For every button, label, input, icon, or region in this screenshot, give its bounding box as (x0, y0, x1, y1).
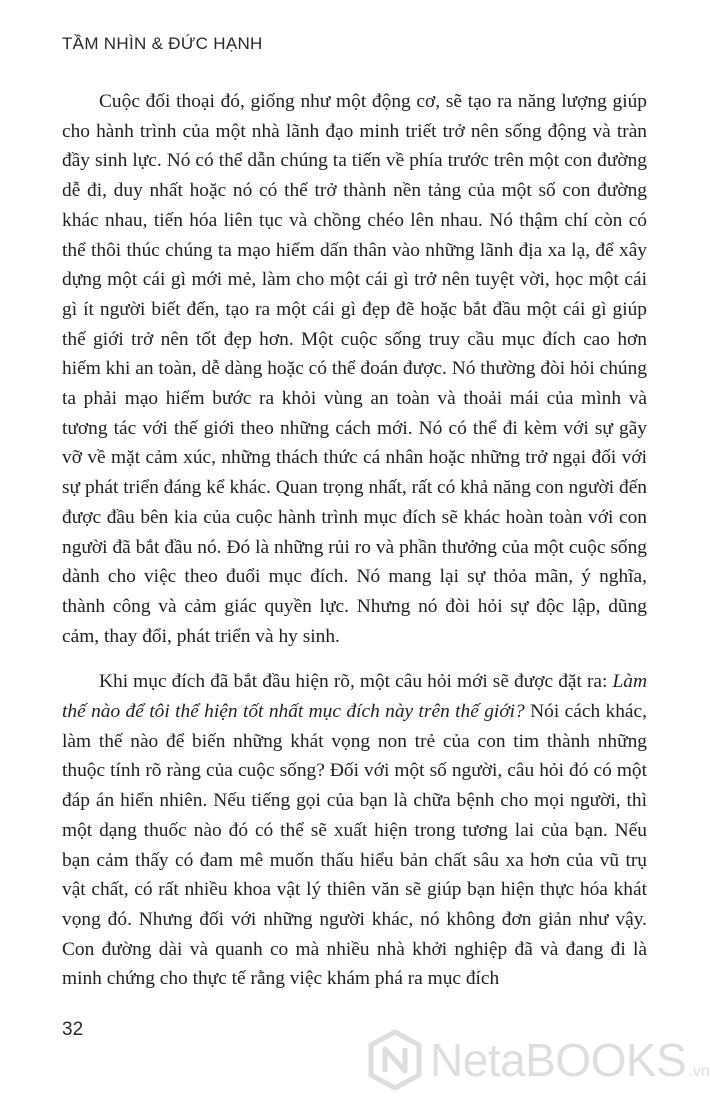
neta-logo-icon (368, 1030, 422, 1090)
watermark (368, 1025, 710, 1095)
paragraph-2-rest: Nói cách khác, làm thế nào để biến những khát vọng non trẻ của con tim thành những thuộc tính rõ ràng của cuộc sống? Đối với một số người, câu hỏi đó có một đáp án hiển nhiên. Nếu tiếng gọi của bạn là chữa bệnh cho mọi người, thì một dạng thuốc nào đó có thể sẽ xuất hiện trong tương lai của bạn. Nếu bạn cảm thấy có đam mê muốn thấu hiểu bản chất sâu xa hơn của vũ trụ vật chất, có rất nhiều khoa vật lý thiên văn sẽ giúp bạn hiện thực hóa khát vọng đó. Nhưng đối với những người khác, nó không đơn giản như vậy. Con đường dài và quanh co mà nhiều nhà khởi nghiệp đã và đang đi là minh chứng cho thực tế rằng việc khám phá ra mục đích (62, 701, 647, 990)
paragraph-2 (62, 667, 647, 994)
page-number: 32 (62, 1019, 84, 1040)
running-header: TẦM NHÌN & ĐỨC HẠNH (62, 34, 263, 53)
paragraph-1: Cuộc đối thoại đó, giống như một động cơ, sẽ tạo ra năng lượng giúp cho hành trình của một nhà lãnh đạo minh triết trở nên sống động và tràn đầy sinh lực. Nó có thể dẫn chúng ta tiến về phía trước trên một con đường dễ đi, duy nhất hoặc nó có thể trở thành nền tảng của một số con đường khác nhau, tiến hóa liên tục và chồng chéo lên nhau. Nó thậm chí còn có thể thôi thúc chúng ta mạo hiểm dấn thân vào những lãnh địa xa lạ, để xây dựng một cái gì mới mẻ, làm cho một cái gì trở nên tuyệt vời, học một cái gì ít người biết đến, tạo ra một cái gì đẹp đẽ hoặc bắt đầu một cái gì giúp thế giới trở nên tốt đẹp hơn. Một cuộc sống truy cầu mục đích cao hơn hiếm khi an toàn, dễ dàng hoặc có thể đoán được. Nó thường đòi hỏi chúng ta phải mạo hiểm bước ra khỏi vùng an toàn và thoải mái của mình và tương tác với thế giới theo những cách mới. Nó có thể đi kèm với sự gãy vỡ về mặt cảm xúc, những thách thức cá nhân hoặc những trở ngại đối với sự phát triển đáng kể khác. Quan trọng nhất, rất có khả năng con người đến được đầu bên kia của cuộc hành trình mục đích sẽ khác hoàn toàn với con người đã bắt đầu nó. Đó là những rủi ro và phần thưởng của một cuộc sống dành cho việc theo đuổi mục đích. Nó mang lại sự thỏa mãn, ý nghĩa, thành công và cảm giác quyền lực. Nhưng nó đòi hỏi sự độc lập, dũng cảm, thay đổi, phát triển và hy sinh. (62, 91, 647, 647)
watermark-brand: NetaBOOKS (430, 1034, 687, 1086)
paragraph-2-lead: Khi mục đích đã bắt đầu hiện rõ, một câu hỏi mới sẽ được đặt ra: (99, 671, 613, 693)
watermark-suffix: .vn (688, 1063, 710, 1080)
body-text (62, 87, 647, 994)
paragraph-2-italic-question: Làm thế nào để tôi thể hiện tốt nhất mục đích này trên thế giới? (62, 671, 647, 723)
